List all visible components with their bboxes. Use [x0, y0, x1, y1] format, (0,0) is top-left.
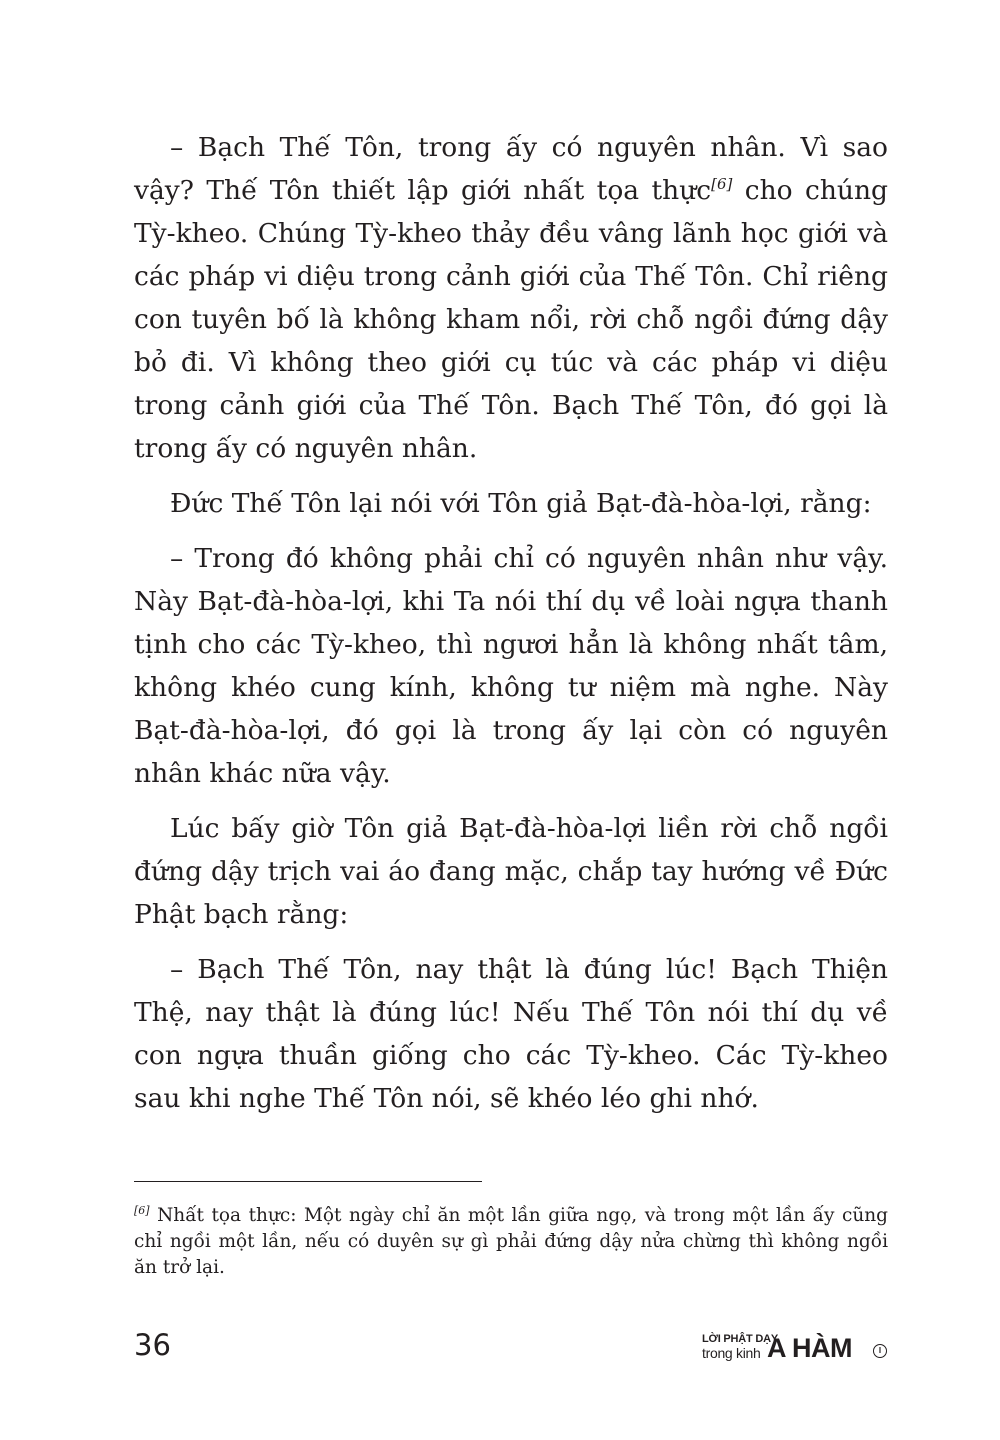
paragraph-1 — [134, 126, 888, 470]
body-text — [134, 126, 888, 1132]
paragraph-4: Lúc bấy giờ Tôn giả Bạt-đà-hòa-lợi liền rời chỗ ngồi đứng dậy trịch vai áo đang mặc, chắp tay hướng về Đức Phật bạch rằng: — [134, 813, 888, 930]
logo-line-2: trong kinh — [702, 1345, 761, 1361]
volume-badge: I — [873, 1344, 887, 1358]
paragraph-1-before: – Bạch Thế Tôn, trong ấy có nguyên nhân. Vì sao vậy? Thế Tôn thiết lập giới nhất tọa thực — [134, 132, 888, 206]
paragraph-2: Đức Thế Tôn lại nói với Tôn giả Bạt-đà-hòa-lợi, rằng: — [170, 488, 872, 519]
paragraph-3: – Trong đó không phải chỉ có nguyên nhân như vậy. Này Bạt-đà-hòa-lợi, khi Ta nói thí dụ về loài ngựa thanh tịnh cho các Tỳ-kheo, thì ngươi hẳn là không nhất tâm, không khéo cung kính, không tư niệm mà nghe. Này Bạt-đà-hòa-lợi, đó gọi là trong ấy lại còn có nguyên nhân khác nữa vậy. — [134, 543, 888, 789]
footnote-marker: [6] — [134, 1203, 150, 1217]
logo-line-1: LỜI PHẬT DẠY — [702, 1333, 779, 1345]
page-number: 36 — [134, 1328, 171, 1362]
paragraph-1-after: cho chúng Tỳ-kheo. Chúng Tỳ-kheo thảy đều vâng lãnh học giới và các pháp vi diệu trong cảnh giới của Thế Tôn. Chỉ riêng con tuyên bố là không kham nổi, rời chỗ ngồi đứng dậy bỏ đi. Vì không theo giới cụ túc và các pháp vi diệu trong cảnh giới của Thế Tôn. Bạch Thế Tôn, đó gọi là trong ấy có nguyên nhân. — [134, 175, 889, 464]
footnote-divider — [134, 1181, 482, 1182]
paragraph-5: – Bạch Thế Tôn, nay thật là đúng lúc! Bạch Thiện Thệ, nay thật là đúng lúc! Nếu Thế Tôn nói thí dụ về con ngựa thuần giống cho các Tỳ-kheo. Các Tỳ-kheo sau khi nghe Thế Tôn nói, sẽ khéo léo ghi nhớ. — [134, 954, 888, 1114]
series-logo — [702, 1333, 888, 1367]
logo-title: A HÀM — [767, 1333, 852, 1363]
footnote — [134, 1203, 888, 1281]
footnote-text: Nhất tọa thực: Một ngày chỉ ăn một lần giữa ngọ, và trong một lần ấy cũng chỉ ngồi một lần, nếu có duyên sự gì phải đứng dậy nửa chừng thì không ngồi ăn trở lại. — [134, 1205, 888, 1278]
footnote-reference[interactable]: [6] — [711, 175, 733, 194]
